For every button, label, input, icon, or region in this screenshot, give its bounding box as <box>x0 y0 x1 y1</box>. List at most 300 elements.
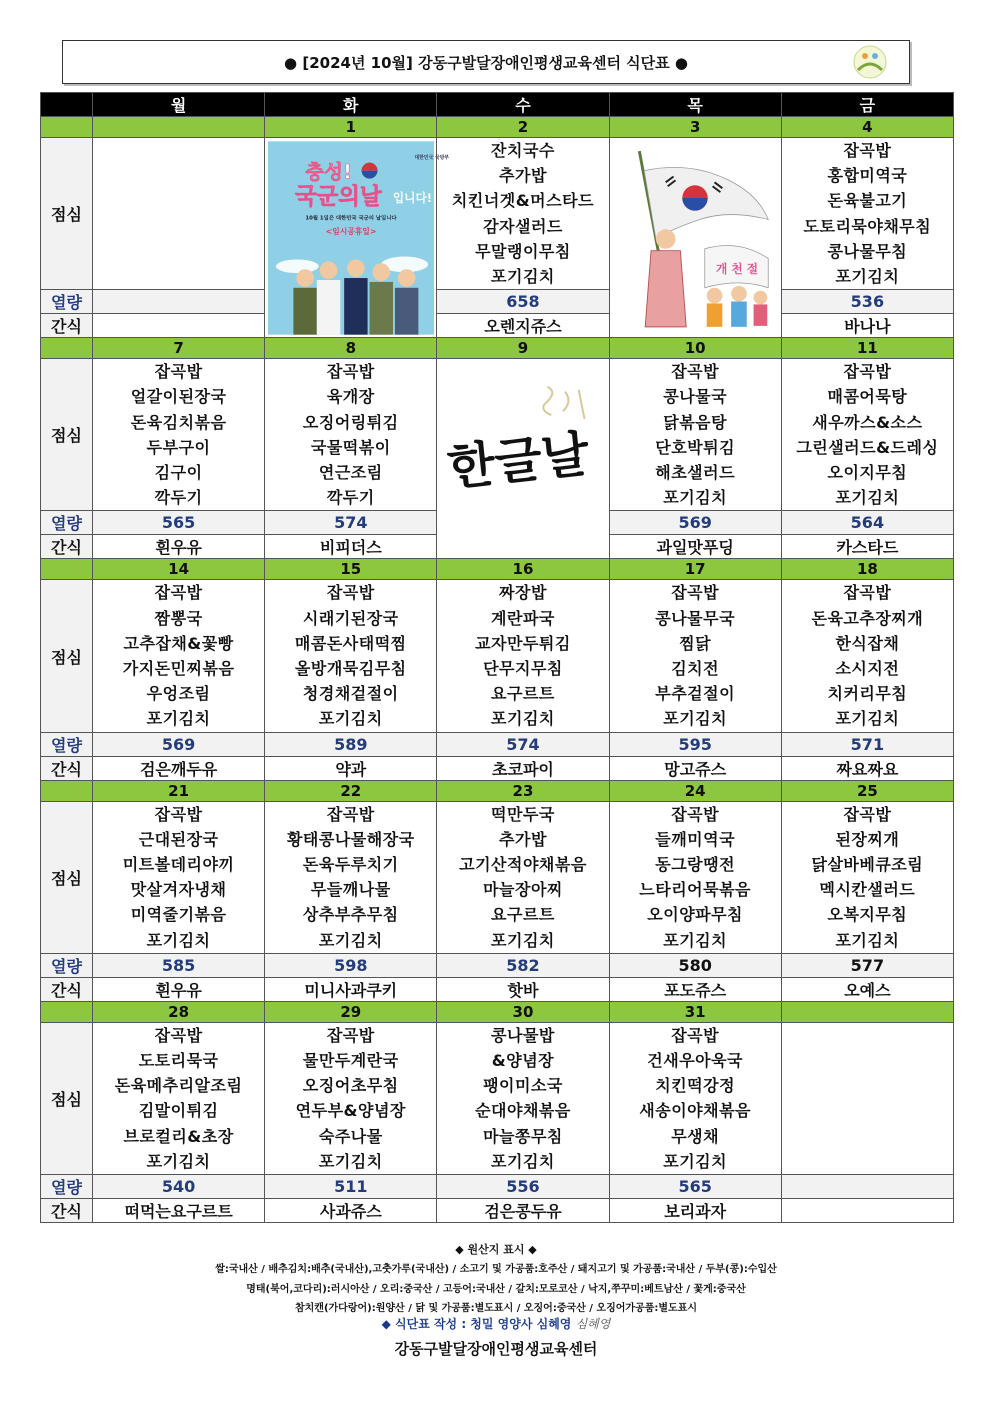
date-number: 1 <box>345 118 356 136</box>
menu-item: 올방개묵김무침 <box>294 659 407 679</box>
kcal-cell <box>93 1175 265 1199</box>
day-header <box>609 93 781 117</box>
origin-line: 쌀:국내산 / 배추김치:배추(국내산),고춧가루(국내산) / 소고기 및 가공품:호주산 / 돼지고기 및 가공품:국내산 / 두부(콩):수입산 <box>215 1264 777 1275</box>
snack-cell <box>781 977 953 1001</box>
lunch-cell <box>781 359 953 511</box>
kcal-value: 585 <box>161 955 196 975</box>
kcal-label: 열량 <box>51 956 82 976</box>
menu-item: 잡곡밥 <box>326 583 375 603</box>
kcal-cell <box>781 732 953 756</box>
snack-cell <box>93 756 265 780</box>
menu-item: 물만두계란국 <box>302 1051 399 1071</box>
snack-cell <box>609 756 781 780</box>
date-row-corner <box>41 559 93 580</box>
menu-item: 마늘장아찌 <box>483 880 563 900</box>
menu-item: 된장찌개 <box>835 829 900 849</box>
row-label-kcal <box>41 511 93 535</box>
menu-item: 김구이 <box>154 463 203 483</box>
snack-value: 오렌지쥬스 <box>484 317 562 337</box>
center-name: 강동구발달장애인평생교육센터 <box>394 1340 598 1358</box>
kcal-label: 열량 <box>51 1178 82 1198</box>
day-label: 금 <box>859 96 876 115</box>
origin-line: 명태(북어,코다리):러시아산 / 오리:중국산 / 고등어:국내산 / 갈치:모로코산 / 낙지,쭈꾸미:베트남산 / 꽃게:중국산 <box>246 1283 746 1295</box>
menu-item: 닭살바베큐조림 <box>811 855 924 875</box>
kcal-value: 580 <box>678 955 712 975</box>
menu-item: 오이양파무침 <box>647 905 744 925</box>
snack-value: 검은콩두유 <box>484 1202 562 1222</box>
kcal-cell <box>609 511 781 535</box>
poster-text: 개 천 절 <box>716 261 759 276</box>
poster-line3: 입니다! <box>392 190 432 205</box>
lunch-label: 점심 <box>51 868 82 888</box>
snack-value: 사과쥬스 <box>319 1202 382 1222</box>
lunch-cell <box>609 359 781 511</box>
menu-item: 숙주나물 <box>318 1126 383 1146</box>
date-cell <box>437 117 609 138</box>
menu-item: 돈육김치볶음 <box>130 412 227 432</box>
date-number: 22 <box>340 781 362 800</box>
menu-item: 오징어초무침 <box>302 1076 399 1096</box>
menu-item: 새우까스&소스 <box>812 412 923 432</box>
snack-cell <box>609 535 781 559</box>
menu-item: 포기김치 <box>835 930 900 950</box>
menu-item: 포기김치 <box>663 1151 728 1171</box>
day-header <box>781 93 953 117</box>
origin-line: 참치캔(가다랑어):원양산 / 닭 및 가공품:별도표시 / 오징어:중국산 / 오징어가공품:별도표시 <box>294 1303 698 1314</box>
date-cell <box>265 338 437 359</box>
menu-item: 잡곡밥 <box>843 583 892 603</box>
date-number: 7 <box>173 339 184 358</box>
date-cell <box>609 1001 781 1022</box>
lunch-cell <box>437 801 609 953</box>
origin-title: ◆ 원산지 표시 ◆ <box>455 1243 537 1256</box>
kcal-cell <box>93 732 265 756</box>
kcal-value: 589 <box>334 734 368 754</box>
menu-item: 무말랭이무침 <box>475 241 571 261</box>
lunch-cell <box>437 138 609 290</box>
row-label-snack <box>41 1199 93 1223</box>
row-label-snack <box>41 756 93 780</box>
date-number: 11 <box>856 339 878 358</box>
date-number: 16 <box>512 560 534 579</box>
menu-item: 청경채겉절이 <box>302 684 399 704</box>
menu-item: 근대된장국 <box>138 829 219 849</box>
lunch-cell <box>781 138 953 290</box>
snack-cell <box>437 756 609 780</box>
date-cell <box>781 117 953 138</box>
menu-item: 치킨너겟&머스타드 <box>451 191 595 211</box>
menu-item: 짜장밥 <box>499 583 547 603</box>
menu-item: 콩나물밥 <box>491 1025 555 1045</box>
date-number: 31 <box>684 1002 706 1021</box>
menu-item: 건새우아욱국 <box>647 1051 744 1071</box>
header-corner <box>41 93 93 117</box>
menu-item: 잡곡밥 <box>154 362 203 382</box>
snack-cell <box>265 977 437 1001</box>
menu-item: 새송이야채볶음 <box>639 1101 751 1121</box>
menu-item: 돈육두루치기 <box>302 855 399 875</box>
kcal-cell <box>781 511 953 535</box>
snack-label: 간식 <box>51 1202 82 1222</box>
menu-item: 콩나물무침 <box>827 241 908 261</box>
date-number: 29 <box>340 1002 362 1021</box>
row-label-kcal <box>41 290 93 314</box>
menu-item: 포기김치 <box>491 267 555 287</box>
kcal-value: 556 <box>506 1177 540 1197</box>
snack-value: 검은깨두유 <box>139 759 218 779</box>
date-cell <box>93 559 265 580</box>
menu-item: 단호박튀김 <box>655 437 736 457</box>
day-header <box>265 93 437 117</box>
date-number: 9 <box>517 339 529 358</box>
poster-line2: 국군의날 <box>294 183 382 210</box>
menu-item: 닭볶음탕 <box>663 412 728 432</box>
lunch-cell <box>93 1022 265 1174</box>
menu-item: 멕시칸샐러드 <box>819 880 916 900</box>
menu-item: 오복지무침 <box>827 905 908 925</box>
origin-list <box>0 1260 992 1319</box>
date-number: 15 <box>340 560 362 579</box>
armed-forces-day-poster <box>268 140 449 336</box>
menu-item: 홍합미역국 <box>827 166 908 186</box>
menu-item: &양념장 <box>491 1051 555 1071</box>
snack-value: 과일맛푸딩 <box>656 538 734 558</box>
snack-cell <box>93 535 265 559</box>
snack-value: 보리과자 <box>664 1202 727 1222</box>
menu-item: 도토리묵야채무침 <box>803 216 932 236</box>
lunch-cell <box>93 138 265 290</box>
menu-item: 잡곡밥 <box>154 583 203 603</box>
date-cell <box>437 1001 609 1022</box>
menu-item: 미역줄기볶음 <box>130 905 227 925</box>
menu-item: 잡곡밥 <box>671 362 720 382</box>
menu-item: 시래기된장국 <box>302 608 399 628</box>
poster-holiday: <임시공휴일> <box>325 226 377 236</box>
snack-cell <box>265 535 437 559</box>
kcal-cell <box>437 1175 609 1199</box>
title-text: ● [2024년 10월] 강동구발달장애인평생교육센터 식단표 ● <box>284 53 688 72</box>
date-cell <box>265 559 437 580</box>
date-number: 4 <box>862 118 873 136</box>
menu-item: 단무지무침 <box>483 659 563 679</box>
date-number: 23 <box>512 781 534 800</box>
date-number: 8 <box>345 339 356 358</box>
menu-item: 짬뽕국 <box>154 608 203 628</box>
menu-item: 고기산적야채볶음 <box>459 855 587 875</box>
date-cell <box>781 559 953 580</box>
date-cell <box>609 338 781 359</box>
menu-item: 돈육불고기 <box>827 191 908 211</box>
menu-item: 치킨떡강정 <box>655 1076 736 1096</box>
lunch-cell <box>265 580 437 732</box>
menu-item: 도토리묵국 <box>138 1051 219 1071</box>
kcal-cell <box>781 1175 953 1199</box>
snack-value: 흰우유 <box>155 538 202 558</box>
menu-item: 소시지전 <box>835 659 900 679</box>
lunch-label: 점심 <box>51 426 82 446</box>
kcal-cell <box>93 953 265 977</box>
row-label-kcal <box>41 953 93 977</box>
menu-item: 잡곡밥 <box>671 804 720 824</box>
kcal-cell <box>437 953 609 977</box>
menu-item: 깍두기 <box>326 488 375 508</box>
menu-item: 잡곡밥 <box>154 804 203 824</box>
menu-item: 매콤어묵탕 <box>827 387 908 407</box>
menu-item: 포기김치 <box>663 930 728 950</box>
row-label-lunch <box>41 580 93 732</box>
menu-item: 잡곡밥 <box>671 1025 720 1045</box>
kcal-cell <box>265 511 437 535</box>
menu-item: 무생채 <box>671 1126 720 1146</box>
author-line <box>0 1315 992 1332</box>
kcal-value: 574 <box>334 513 368 533</box>
menu-item: 포기김치 <box>491 709 555 729</box>
snack-cell <box>781 1199 953 1223</box>
menu-item: 순대야채볶음 <box>475 1101 571 1121</box>
menu-item: 잡곡밥 <box>154 1025 203 1045</box>
menu-item: 국물떡볶이 <box>310 437 391 457</box>
date-row-corner <box>41 117 93 138</box>
menu-item: 교자만두튀김 <box>475 633 571 653</box>
lunch-cell <box>609 1022 781 1174</box>
row-label-lunch <box>41 359 93 511</box>
menu-item: 포기김치 <box>491 930 555 950</box>
date-number: 17 <box>684 560 706 579</box>
menu-table <box>40 92 954 1223</box>
kcal-value: 571 <box>850 734 885 754</box>
kcal-cell <box>93 290 265 314</box>
row-label-lunch <box>41 1022 93 1174</box>
kcal-label: 열량 <box>51 514 82 534</box>
row-label-snack <box>41 977 93 1001</box>
date-number: 2 <box>517 118 529 136</box>
date-cell <box>265 780 437 801</box>
date-cell <box>265 1001 437 1022</box>
kcal-value: 536 <box>850 292 885 312</box>
kcal-value: 565 <box>678 1177 712 1197</box>
lunch-cell <box>265 801 437 953</box>
menu-item: 포기김치 <box>146 709 211 729</box>
kcal-label: 열량 <box>51 293 82 313</box>
menu-item: 돈육메추리알조림 <box>114 1076 243 1096</box>
menu-item: 포기김치 <box>663 488 728 508</box>
national-foundation-day-poster <box>612 140 778 336</box>
menu-item: 황태콩나물해장국 <box>286 829 415 849</box>
menu-item: 포기김치 <box>318 709 383 729</box>
date-cell <box>437 338 609 359</box>
menu-item: 잡곡밥 <box>843 362 892 382</box>
date-cell <box>609 117 781 138</box>
menu-item: 포기김치 <box>835 267 900 287</box>
snack-label: 간식 <box>51 759 82 779</box>
poster-small-text: 대한민국 국방부 <box>414 154 449 161</box>
snack-value: 흰우유 <box>155 980 202 1000</box>
snack-value: 짜요짜요 <box>836 759 899 779</box>
menu-item: 계란파국 <box>491 608 555 628</box>
date-cell <box>265 117 437 138</box>
kcal-cell <box>437 732 609 756</box>
kcal-value: 582 <box>506 955 540 975</box>
date-number: 10 <box>684 339 706 358</box>
snack-value: 바나나 <box>844 317 891 337</box>
date-row-corner <box>41 780 93 801</box>
day-header <box>437 93 609 117</box>
snack-value: 약과 <box>335 759 367 779</box>
menu-item: 오이지무침 <box>827 463 908 483</box>
snack-value: 포도쥬스 <box>664 980 727 1000</box>
date-row-corner <box>41 338 93 359</box>
menu-item: 느타리어묵볶음 <box>639 880 751 900</box>
menu-item: 치커리무침 <box>827 684 908 704</box>
day-label: 목 <box>687 96 703 115</box>
menu-item: 포기김치 <box>318 1151 383 1171</box>
menu-item: 연근조림 <box>318 463 383 483</box>
menu-item: 상추부추무침 <box>302 905 399 925</box>
holiday-cell-armed-forces <box>265 138 449 338</box>
snack-value: 비피더스 <box>319 538 382 558</box>
kcal-value: 511 <box>334 1177 368 1197</box>
poster-line1: 충성! <box>305 160 352 184</box>
signature: 심혜영 <box>575 1317 611 1331</box>
kcal-cell <box>265 1175 437 1199</box>
kcal-value: 574 <box>506 734 540 754</box>
date-cell <box>93 780 265 801</box>
date-number: 14 <box>168 560 190 579</box>
lunch-cell <box>609 580 781 732</box>
day-label: 화 <box>343 96 359 115</box>
menu-item: 잡곡밥 <box>326 1025 375 1045</box>
lunch-cell <box>93 359 265 511</box>
snack-value: 핫바 <box>507 980 539 1000</box>
kcal-value: 595 <box>678 734 712 754</box>
kcal-value: 577 <box>850 955 885 975</box>
snack-label: 간식 <box>51 317 82 337</box>
menu-item: 고추잡채&꽃빵 <box>123 633 234 653</box>
date-cell <box>437 559 609 580</box>
menu-item: 포기김치 <box>491 1151 555 1171</box>
menu-item: 팽이미소국 <box>483 1076 563 1096</box>
date-cell <box>781 338 953 359</box>
menu-item: 잡곡밥 <box>326 804 375 824</box>
date-number: 28 <box>168 1002 190 1021</box>
date-cell <box>781 1001 953 1022</box>
lunch-cell <box>265 359 437 511</box>
lunch-cell <box>437 1022 609 1174</box>
kcal-cell <box>437 290 609 314</box>
menu-item: 육개장 <box>326 387 375 407</box>
snack-value: 미니사과쿠키 <box>304 980 398 1000</box>
snack-label: 간식 <box>51 538 82 558</box>
menu-item: 포기김치 <box>835 709 900 729</box>
lunch-cell <box>265 1022 437 1174</box>
snack-value: 카스타드 <box>836 538 899 558</box>
date-number: 3 <box>689 118 701 136</box>
menu-item: 떡만두국 <box>491 804 555 824</box>
menu-item: 한식잡채 <box>835 633 900 653</box>
date-cell <box>93 1001 265 1022</box>
menu-item: 요구르트 <box>491 905 555 925</box>
calligraphy-text: 한글날 <box>444 424 592 497</box>
holiday-cell-hangul <box>437 359 609 559</box>
menu-item: 추가밥 <box>499 829 547 849</box>
menu-item: 맛살겨자냉채 <box>130 880 227 900</box>
kcal-cell <box>265 732 437 756</box>
author-text: ◆ 식단표 작성 : 청밀 영양사 심혜영 <box>381 1317 572 1331</box>
menu-item: 김치전 <box>671 659 720 679</box>
menu-item: 가지돈민찌볶음 <box>122 659 235 679</box>
snack-cell <box>265 756 437 780</box>
menu-item: 연두부&양념장 <box>295 1101 406 1121</box>
menu-item: 콩나물국 <box>663 387 728 407</box>
hangul-day-calligraphy <box>440 361 606 557</box>
date-row-corner <box>41 1001 93 1022</box>
row-label-kcal <box>41 732 93 756</box>
menu-item: 마늘쫑무침 <box>483 1126 563 1146</box>
date-number: 18 <box>856 560 878 579</box>
kcal-value: 569 <box>678 513 712 533</box>
date-cell <box>609 559 781 580</box>
date-cell <box>93 117 265 138</box>
row-label-snack <box>41 314 93 338</box>
kcal-value: 540 <box>161 1177 196 1197</box>
menu-item: 잔치국수 <box>491 141 555 160</box>
menu-item: 포기김치 <box>318 930 383 950</box>
snack-cell <box>781 314 953 338</box>
menu-item: 콩나물무국 <box>655 608 736 628</box>
menu-item: 그린샐러드&드레싱 <box>796 437 939 457</box>
lunch-label: 점심 <box>51 1089 82 1109</box>
day-header <box>93 93 265 117</box>
date-cell <box>609 780 781 801</box>
menu-item: 찜닭 <box>679 633 712 653</box>
menu-item: 포기김치 <box>146 1151 211 1171</box>
menu-item: 브로컬리&초장 <box>123 1126 234 1146</box>
date-cell <box>93 338 265 359</box>
lunch-cell <box>781 580 953 732</box>
menu-item: 얼갈이된장국 <box>130 387 227 407</box>
snack-cell <box>265 1199 437 1223</box>
snack-value: 초코파이 <box>492 759 554 779</box>
menu-item: 잡곡밥 <box>671 583 720 603</box>
date-cell <box>781 780 953 801</box>
menu-item: 부추겉절이 <box>655 684 736 704</box>
snack-cell <box>437 314 609 338</box>
kcal-cell <box>609 1175 781 1199</box>
menu-item: 잡곡밥 <box>326 362 375 382</box>
menu-item: 두부구이 <box>146 437 211 457</box>
snack-value: 오예스 <box>844 980 891 1000</box>
kcal-cell <box>265 953 437 977</box>
lunch-cell <box>609 801 781 953</box>
date-number: 30 <box>512 1002 534 1021</box>
kcal-cell <box>93 511 265 535</box>
snack-cell <box>93 1199 265 1223</box>
center-logo <box>850 44 890 80</box>
lunch-cell <box>93 801 265 953</box>
menu-item: 미트볼데리야끼 <box>122 855 235 875</box>
menu-item: 잡곡밥 <box>843 141 892 160</box>
snack-cell <box>93 977 265 1001</box>
lunch-cell <box>781 1022 953 1174</box>
menu-item: 동그랑땡전 <box>655 855 736 875</box>
kcal-cell <box>609 732 781 756</box>
kcal-value: 658 <box>506 292 540 312</box>
menu-item: 포기김치 <box>663 709 728 729</box>
snack-cell <box>437 977 609 1001</box>
menu-item: 무들깨나물 <box>310 880 391 900</box>
menu-item: 들깨미역국 <box>655 829 736 849</box>
row-label-kcal <box>41 1175 93 1199</box>
